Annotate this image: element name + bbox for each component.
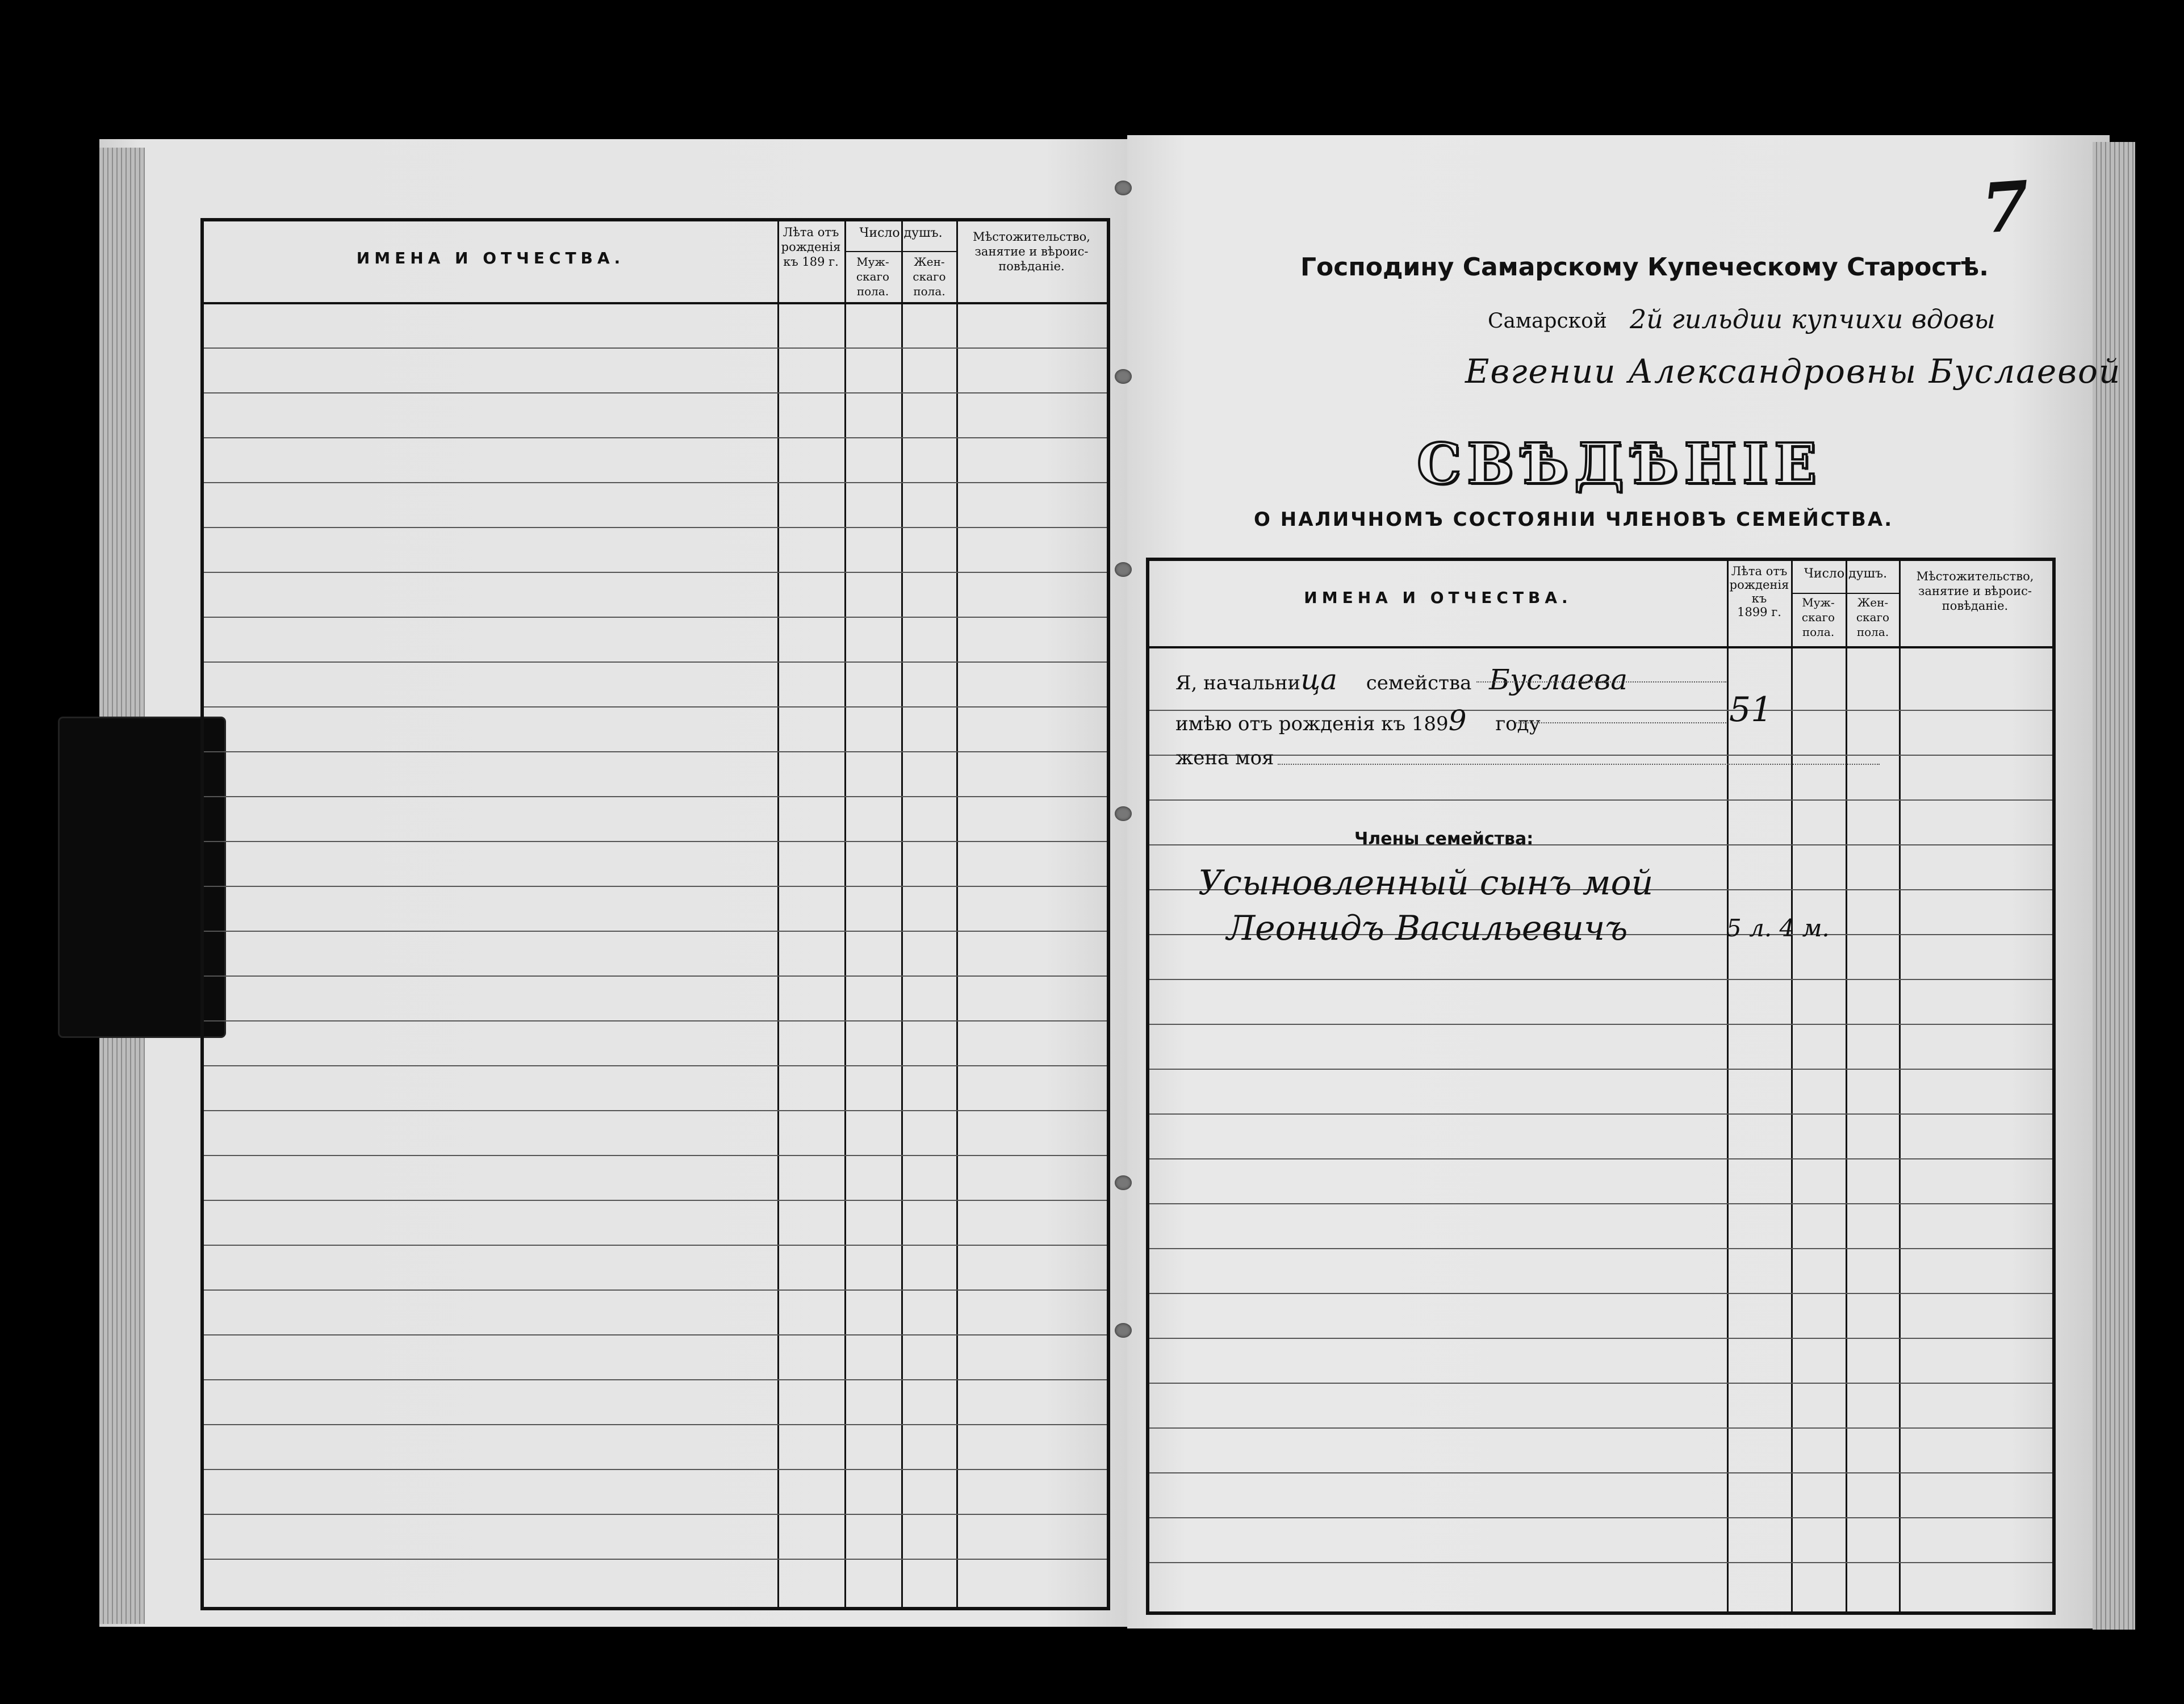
ruled-line xyxy=(204,527,1107,528)
ruled-line xyxy=(1149,755,2052,756)
entry-line-head xyxy=(1175,663,1627,696)
binding-hole xyxy=(1115,369,1132,384)
ruled-line xyxy=(204,1200,1107,1201)
female-column-header: Жен- скаго пола. xyxy=(1856,596,1890,639)
years-header-line: Лѣта отъ xyxy=(1731,564,1788,578)
souls-subheader-line xyxy=(844,251,956,252)
binding-hole xyxy=(1115,806,1132,821)
age-dotted-line xyxy=(1516,722,1726,723)
member-name-handwritten: Леонидъ Васильевичъ xyxy=(1227,908,1628,948)
head-label: Я, начальни xyxy=(1175,672,1301,694)
ruled-line xyxy=(204,1065,1107,1066)
document-title: СВѢДѢНІЕ xyxy=(1417,432,1822,497)
ruled-line xyxy=(204,706,1107,707)
ruled-line xyxy=(204,796,1107,797)
column-divider xyxy=(777,221,779,1607)
ruled-line xyxy=(204,348,1107,349)
ruled-line xyxy=(1149,1203,2052,1204)
ruled-line xyxy=(1149,1472,2052,1473)
ruled-line xyxy=(1149,1069,2052,1070)
head-dotted-line xyxy=(1476,681,1726,683)
ruled-line xyxy=(1149,1383,2052,1384)
ruled-line xyxy=(204,1110,1107,1111)
ruled-line xyxy=(204,931,1107,932)
wife-dotted-line xyxy=(1278,764,1880,765)
ruled-line xyxy=(1149,1562,2052,1563)
names-column-header: ИМЕНА И ОТЧЕСТВА. xyxy=(356,249,625,267)
ruled-line xyxy=(1149,1517,2052,1518)
column-divider xyxy=(901,221,903,1607)
female-column-header: Жен- скаго пола. xyxy=(913,255,946,298)
member-age-handwritten: 5 л. 4 м. xyxy=(1726,914,1830,942)
ruled-line xyxy=(1149,1293,2052,1294)
ruled-line xyxy=(204,1379,1107,1380)
column-divider xyxy=(844,221,846,1607)
ruled-line xyxy=(204,437,1107,438)
souls-subheader-line xyxy=(1791,593,1899,594)
names-column-header: ИМЕНА И ОТЧЕСТВА. xyxy=(1304,588,1572,607)
column-divider xyxy=(1899,561,1901,1611)
ruled-line xyxy=(1149,1427,2052,1429)
members-heading: Члены семейства: xyxy=(1354,829,1534,849)
column-divider xyxy=(1791,561,1793,1611)
ruled-line xyxy=(1149,844,2052,845)
page-number: 7 xyxy=(1979,166,2032,249)
ruled-line xyxy=(1149,1338,2052,1339)
guild-printed: Самарской xyxy=(1488,309,1607,333)
ruled-line xyxy=(1149,979,2052,980)
ruled-line xyxy=(204,1155,1107,1156)
ruled-line xyxy=(204,1559,1107,1560)
guild-handwritten: 2й гильдии купчихи вдовы xyxy=(1630,304,1995,334)
column-divider xyxy=(956,221,958,1607)
souls-column-header: Число душъ. xyxy=(859,226,943,240)
ruled-line xyxy=(204,1334,1107,1335)
age-label: имѣю отъ рожденія къ 189 xyxy=(1175,713,1449,735)
left-register-table xyxy=(200,218,1110,1610)
member-relation-handwritten: Усыновленный сынъ мой xyxy=(1198,863,1654,903)
ruled-line xyxy=(204,1469,1107,1470)
ruled-line xyxy=(1149,1248,2052,1249)
binding-hole xyxy=(1115,562,1132,577)
male-column-header: Муж- скаго пола. xyxy=(856,255,890,298)
male-column-header: Муж- скаго пола. xyxy=(1801,596,1835,639)
ruled-line xyxy=(204,1245,1107,1246)
entry-line-age xyxy=(1175,704,1541,737)
ruled-line xyxy=(1149,799,2052,801)
family-label: семейства xyxy=(1366,672,1472,694)
residence-column-header: Мѣстожительство, занятие и вѣроис- повѣданіе. xyxy=(973,230,1090,273)
wife-label: жена моя xyxy=(1175,747,1274,769)
souls-column-header: Число душъ. xyxy=(1804,567,1888,581)
ruled-line xyxy=(204,661,1107,663)
head-suffix-handwritten: ца xyxy=(1300,663,1337,696)
years-column-header: Лѣта отъ рожденія къ 189 г. xyxy=(781,225,841,269)
ruled-line xyxy=(204,886,1107,887)
ruled-line xyxy=(1149,1024,2052,1025)
years-header-line: 1899 г. xyxy=(1737,605,1781,619)
binding-hole xyxy=(1115,1323,1132,1338)
ruled-line xyxy=(204,751,1107,752)
year-digit-handwritten: 9 xyxy=(1448,704,1467,737)
binding-clip xyxy=(60,718,224,1036)
column-divider xyxy=(1727,561,1729,1611)
ruled-line xyxy=(204,841,1107,842)
ruled-line xyxy=(1149,1113,2052,1115)
surname-handwritten: Буслаева xyxy=(1489,663,1628,696)
name-handwritten: Евгении Александровны Буслаевой xyxy=(1465,352,2122,391)
addressee-line: Господину Самарскому Купеческому Староcтѣ. xyxy=(1300,253,1989,282)
ruled-line xyxy=(204,482,1107,483)
years-header-line: рожденія xyxy=(1729,578,1789,592)
years-column-header xyxy=(1728,564,1790,619)
residence-column-header: Мѣстожительство, занятие и вѣроис- повѣданіе. xyxy=(1916,570,2034,613)
ruled-line xyxy=(1149,1158,2052,1159)
binding-hole xyxy=(1115,181,1132,195)
ruled-line xyxy=(204,1514,1107,1515)
years-header-line: къ xyxy=(1751,592,1767,605)
ruled-line xyxy=(204,1020,1107,1021)
ruled-line xyxy=(204,975,1107,977)
ruled-line xyxy=(204,1289,1107,1291)
ruled-line xyxy=(204,1424,1107,1425)
ruled-line xyxy=(204,572,1107,573)
year-label: году xyxy=(1495,713,1541,735)
head-age-handwritten: 51 xyxy=(1729,690,1773,730)
binding-hole xyxy=(1115,1175,1132,1190)
ruled-line xyxy=(204,392,1107,393)
column-divider xyxy=(1846,561,1847,1611)
document-subtitle: О НАЛИЧНОМЪ СОСТОЯНІИ ЧЛЕНОВЪ СЕМЕЙСТВА. xyxy=(1254,508,1894,531)
ruled-line xyxy=(204,617,1107,618)
